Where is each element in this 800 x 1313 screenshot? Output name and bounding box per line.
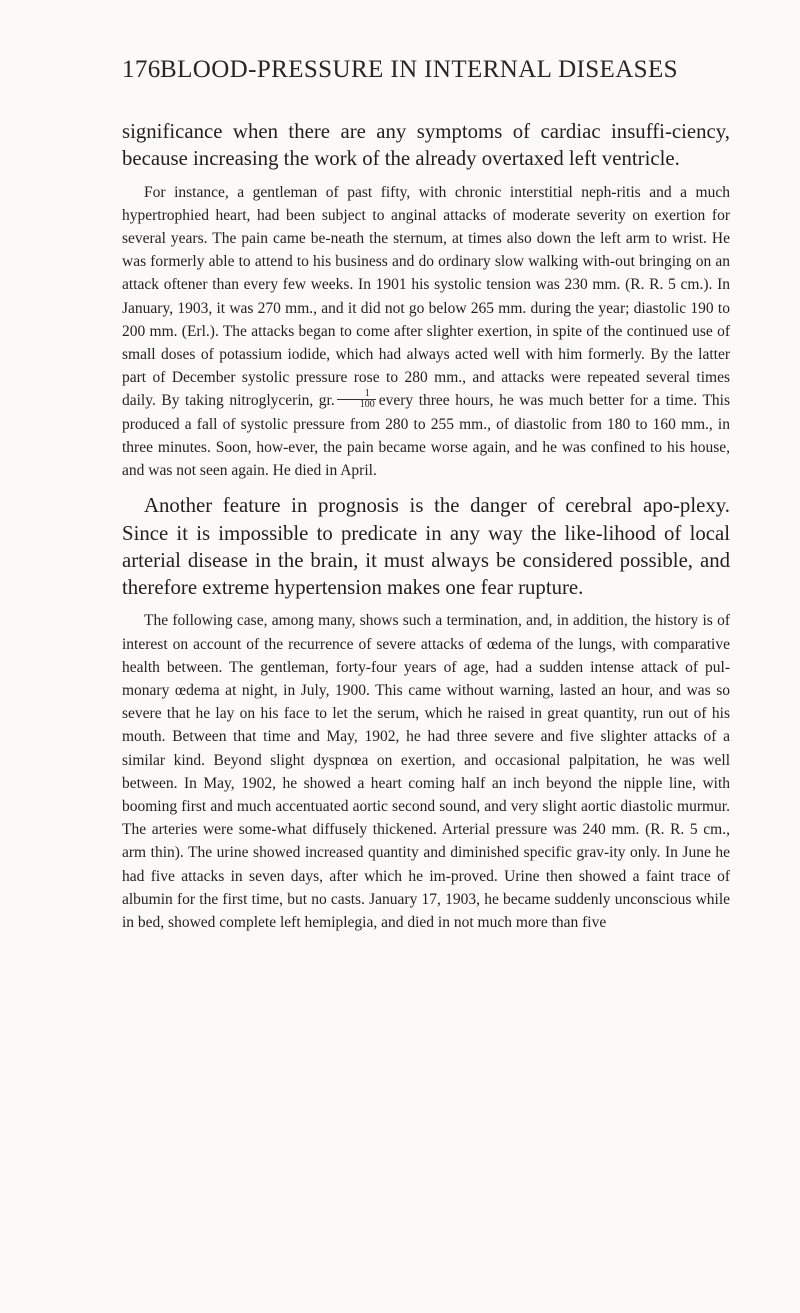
- paragraph-angina-case: [122, 181, 730, 483]
- angina-case-text-after: every three hours, he was much better for a time. This produced a fall of systolic pressure from 280 to 255 mm., of diastolic from 180 to 160 mm., in three minutes. Soon, how-ever, the pain became worse again, and he was confined to his house, and was not seen again. He died in April.: [122, 392, 730, 480]
- angina-case-text-before: For instance, a gentleman of past fifty, with chronic interstitial neph-ritis and a much hypertrophied heart, had been subject to anginal attacks of moderate severity on exertion for several years. The pain came be-neath the sternum, at times also down the left arm to wrist. He was formerly able to attend to his business and do ordinary slow walking with-out bringing on an attack oftener than every few weeks. In 1901 his systolic tension was 230 mm. (R. R. 5 cm.). In January, 1903, it was 270 mm., and it did not go below 265 mm. during the year; diastolic 190 to 200 mm. (Erl.). The attacks began to come after slighter exertion, in spite of the continued use of small doses of potassium iodide, which had always acted well with him formerly. By the latter part of December systolic pressure rose to 280 mm., and attacks were repeated several times daily. By taking nitroglycerin, gr.: [122, 183, 730, 410]
- page-number: 176: [122, 56, 161, 83]
- dose-fraction: [337, 389, 376, 410]
- paragraph-apoplexy-prognosis: Another feature in prognosis is the danger of cerebral apo-plexy. Since it is impossible to predicate in any way the like-lihood of local arterial disease in the brain, it must always be considered possible, and therefore extreme hypertension makes one fear rupture.: [122, 494, 730, 600]
- paragraph-cardiac-insufficiency: significance when there are any symptoms of cardiac insuffi-ciency, because increasing the work of the already overtaxed left ventricle.: [122, 120, 730, 171]
- running-title: BLOOD-PRESSURE IN INTERNAL DISEASES: [160, 56, 678, 83]
- dose-denominator: 100: [359, 399, 375, 411]
- paragraph-pulmonary-oedema-case: The following case, among many, shows such a termination, and, in addition, the history is of interest on account of the recurrence of severe attacks of œdema of the lungs, with comparative health between. The gentleman, forty-four years of age, had a sudden intense attack of pul-monary œdema at night, in July, 1900. This came without warning, lasted an hour, and was so severe that he lay on his face to let the serum, which he raised in great quantity, run out of his mouth. Between that time and May, 1902, he had three severe and five slighter attacks of a similar kind. Beyond slight dyspnœa on exertion, and occasional palpitation, he was well between. In May, 1902, he showed a heart coming half an inch beyond the nipple line, with booming first and much accentuated aortic second sound, and very slight aortic diastolic murmur. The arteries were some-what diffusely thickened. Arterial pressure was 240 mm. (R. R. 5 cm., arm thin). The urine showed increased quantity and diminished specific grav-ity only. In June he had five attacks in seven days, after which he im-proved. Urine then showed a faint trace of albumin for the first time, but no casts. January 17, 1903, he became suddenly unconscious while in bed, showed complete left hemiplegia, and died in not much more than five: [122, 612, 730, 932]
- dose-numerator: 1: [337, 389, 376, 400]
- running-header: [122, 56, 730, 96]
